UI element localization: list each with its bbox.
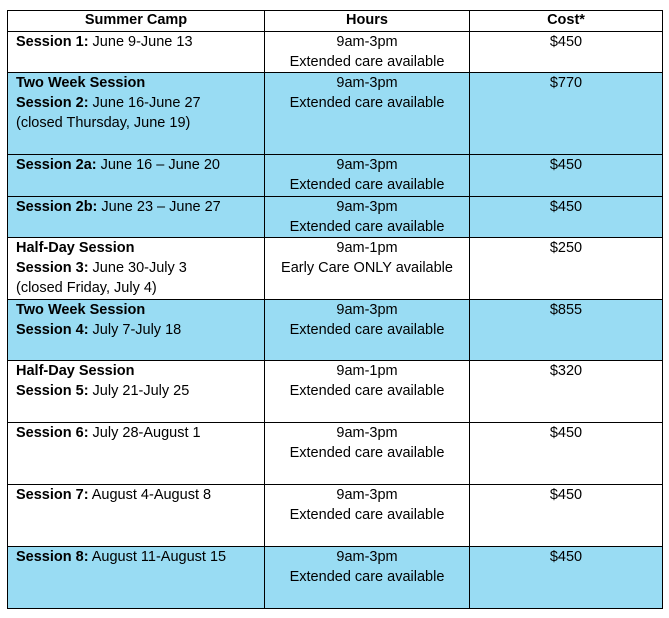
cost-value: $450 [549, 549, 583, 565]
care-availability: Extended care available [289, 95, 445, 111]
care-availability: Extended care available [289, 383, 445, 399]
session-cell [8, 423, 265, 485]
hours-cell [265, 73, 470, 155]
session-cell [8, 32, 265, 73]
hours-time: 9am-3pm [336, 75, 398, 91]
care-availability: Extended care available [289, 322, 445, 338]
session-dates-line [16, 485, 264, 505]
cost-cell [470, 361, 663, 423]
table-row [8, 32, 663, 73]
session-type: Two Week Session [16, 302, 146, 318]
table-row [8, 197, 663, 238]
session-label: Session 2: [16, 95, 89, 111]
session-cell [8, 197, 265, 238]
cost-value: $320 [549, 363, 583, 379]
cost-value: $450 [549, 34, 583, 50]
session-note: (closed Friday, July 4) [16, 280, 157, 296]
hours-cell [265, 197, 470, 238]
care-availability: Extended care available [289, 445, 445, 461]
header-cost: Cost* [470, 11, 663, 32]
session-dates: July 7-July 18 [88, 322, 182, 338]
session-dates-line [16, 547, 264, 567]
session-dates: August 4-August 8 [88, 487, 212, 503]
hours-time: 9am-1pm [336, 363, 398, 379]
session-type: Half-Day Session [16, 240, 135, 256]
session-dates-line [16, 32, 264, 52]
session-cell [8, 300, 265, 361]
session-dates: June 23 – June 27 [97, 199, 221, 215]
cost-cell [470, 300, 663, 361]
table-row [8, 423, 663, 485]
summer-camp-table [7, 10, 663, 609]
cost-value: $250 [549, 240, 583, 256]
cost-cell [470, 238, 663, 300]
table-row [8, 361, 663, 423]
table-row [8, 300, 663, 361]
cost-value: $770 [549, 75, 583, 91]
session-dates-line [16, 93, 264, 113]
session-dates: June 30-July 3 [88, 260, 187, 276]
session-cell [8, 155, 265, 197]
cost-value: $450 [549, 487, 583, 503]
hours-time: 9am-3pm [336, 34, 398, 50]
session-dates: July 21-July 25 [88, 383, 190, 399]
hours-cell [265, 485, 470, 547]
hours-cell [265, 155, 470, 197]
care-availability: Early Care ONLY available [281, 260, 453, 276]
session-cell [8, 361, 265, 423]
session-label: Session 8: [16, 549, 89, 565]
cost-value: $450 [549, 157, 583, 173]
session-label: Session 2a: [16, 157, 97, 173]
session-cell [8, 238, 265, 300]
session-type: Half-Day Session [16, 363, 135, 379]
care-availability: Extended care available [289, 219, 445, 235]
care-availability: Extended care available [289, 177, 445, 193]
session-dates-line [16, 320, 264, 340]
hours-time: 9am-3pm [336, 199, 398, 215]
cost-cell [470, 155, 663, 197]
hours-time: 9am-3pm [336, 157, 398, 173]
session-cell [8, 73, 265, 155]
hours-cell [265, 300, 470, 361]
cost-cell [470, 197, 663, 238]
session-label: Session 1: [16, 34, 89, 50]
session-dates-line [16, 155, 264, 175]
session-type: Two Week Session [16, 75, 146, 91]
hours-time: 9am-3pm [336, 302, 398, 318]
session-dates: July 28-August 1 [88, 425, 201, 441]
session-dates-line [16, 423, 264, 443]
session-dates: August 11-August 15 [88, 549, 227, 565]
session-note: (closed Thursday, June 19) [16, 115, 191, 131]
session-label: Session 5: [16, 383, 89, 399]
hours-cell [265, 547, 470, 609]
care-availability: Extended care available [289, 54, 445, 70]
hours-time: 9am-1pm [336, 240, 398, 256]
table-row [8, 238, 663, 300]
session-rows [8, 32, 663, 609]
header-hours: Hours [265, 11, 470, 32]
session-dates: June 9-June 13 [88, 34, 193, 50]
session-dates: June 16-June 27 [88, 95, 201, 111]
cost-cell [470, 485, 663, 547]
cost-value: $855 [549, 302, 583, 318]
cost-cell [470, 73, 663, 155]
hours-cell [265, 361, 470, 423]
cost-value: $450 [549, 425, 583, 441]
session-cell [8, 547, 265, 609]
session-label: Session 3: [16, 260, 89, 276]
session-label: Session 4: [16, 322, 89, 338]
session-label: Session 2b: [16, 199, 98, 215]
session-dates: June 16 – June 20 [96, 157, 220, 173]
cost-cell [470, 32, 663, 73]
table-row [8, 485, 663, 547]
care-availability: Extended care available [289, 569, 445, 585]
care-availability: Extended care available [289, 507, 445, 523]
cost-cell [470, 547, 663, 609]
hours-cell [265, 32, 470, 73]
cost-value: $450 [549, 199, 583, 215]
session-label: Session 7: [16, 487, 89, 503]
session-label: Session 6: [16, 425, 89, 441]
hours-cell [265, 238, 470, 300]
table-row [8, 547, 663, 609]
cost-cell [470, 423, 663, 485]
hours-time: 9am-3pm [336, 549, 398, 565]
table-row [8, 155, 663, 197]
session-cell [8, 485, 265, 547]
hours-time: 9am-3pm [336, 425, 398, 441]
header-summer-camp: Summer Camp [8, 11, 265, 32]
hours-time: 9am-3pm [336, 487, 398, 503]
hours-cell [265, 423, 470, 485]
table-row [8, 73, 663, 155]
session-dates-line [16, 258, 264, 278]
header-row [8, 11, 663, 32]
session-dates-line [16, 197, 264, 217]
session-dates-line [16, 381, 264, 401]
